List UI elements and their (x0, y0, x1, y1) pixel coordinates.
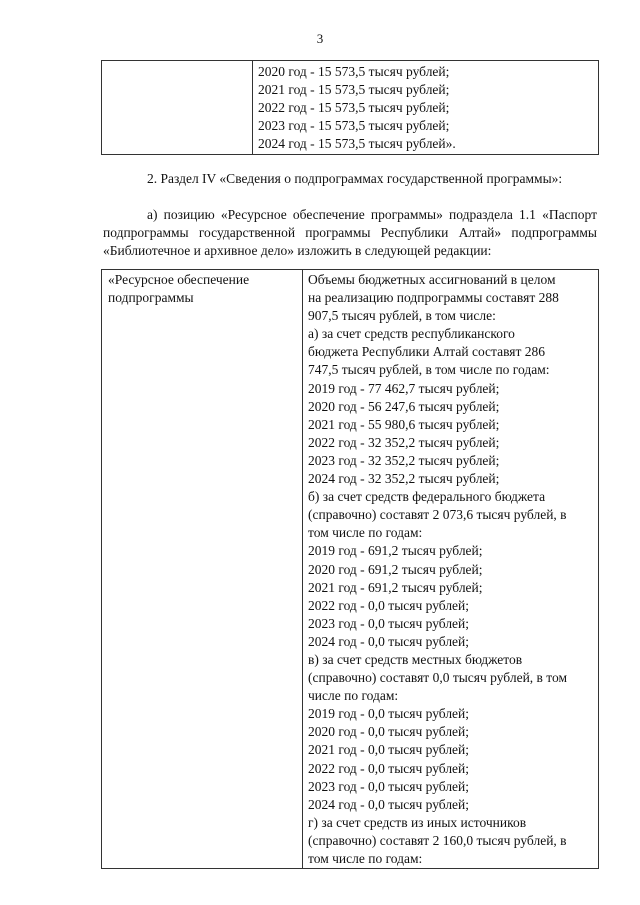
detail-line: в) за счет средств местных бюджетов (308, 651, 523, 667)
detail-line: 2019 год - 691,2 тысяч рублей; (308, 543, 483, 559)
resource-label-cell (102, 270, 303, 869)
detail-line: б) за счет средств федерального бюджета (308, 489, 546, 505)
paragraph-section-iv: 2. Раздел IV «Сведения о подпрограммах государственной программы»: (147, 171, 563, 186)
empty-label-cell (102, 61, 253, 155)
detail-line: 2021 год - 691,2 тысяч рублей; (308, 579, 483, 595)
detail-line: 2019 год - 77 462,7 тысяч рублей; (308, 380, 500, 396)
detail-line: 2024 год - 32 352,2 тысяч рублей; (308, 471, 500, 487)
detail-line: (справочно) составят 2 160,0 тысяч рублей, в (308, 832, 567, 848)
resource-detail-cell (303, 270, 599, 869)
detail-line: на реализацию подпрограммы составят 288 (308, 290, 559, 306)
table-row (102, 61, 599, 155)
detail-line: том числе по годам: (308, 525, 423, 541)
detail-line: 2024 год - 0,0 тысяч рублей; (308, 796, 470, 812)
detail-line: 2023 год - 0,0 тысяч рублей; (308, 778, 470, 794)
detail-line: том числе по годам: (308, 851, 423, 866)
year-line: 2023 год - 15 573,5 тысяч рублей; (258, 118, 450, 133)
detail-line: 2023 год - 0,0 тысяч рублей; (308, 615, 470, 631)
detail-line: 2020 год - 56 247,6 тысяч рублей; (308, 398, 500, 414)
year-line: 2020 год - 15 573,5 тысяч рублей; (258, 64, 450, 79)
detail-line: 2022 год - 0,0 тысяч рублей; (308, 597, 470, 613)
resource-detail-lines (308, 271, 593, 868)
detail-line: 2019 год - 0,0 тысяч рублей; (308, 706, 470, 722)
detail-line: 2023 год - 32 352,2 тысяч рублей; (308, 452, 500, 468)
detail-line: г) за счет средств из иных источников (308, 814, 527, 830)
detail-line: 747,5 тысяч рублей, в том числе по годам: (308, 362, 550, 378)
continuation-table (101, 60, 599, 155)
year-line: 2024 год - 15 573,5 тысяч рублей». (258, 136, 456, 151)
year-line: 2021 год - 15 573,5 тысяч рублей; (258, 82, 450, 97)
detail-line: (справочно) составят 0,0 тысяч рублей, в том (308, 670, 568, 686)
detail-line: 2022 год - 32 352,2 тысяч рублей; (308, 434, 500, 450)
detail-line: 2020 год - 691,2 тысяч рублей; (308, 561, 483, 577)
year-line: 2022 год - 15 573,5 тысяч рублей; (258, 100, 450, 115)
resource-label: «Ресурсное обеспечение подпрограммы (108, 272, 250, 305)
detail-line: 2022 год - 0,0 тысяч рублей; (308, 760, 470, 776)
funding-years-cell (253, 61, 599, 155)
detail-line: 2021 год - 0,0 тысяч рублей; (308, 742, 470, 758)
detail-line: а) за счет средств республиканского (308, 326, 515, 342)
detail-line: числе по годам: (308, 688, 399, 704)
detail-line: бюджета Республики Алтай составят 286 (308, 344, 546, 360)
paragraph-position-a: а) позицию «Ресурсное обеспечение программы» подраздела 1.1 «Паспорт подпрограммы государственной программы Республики Алтай» подпрограммы «Библиотечное и архивное дело» изложить в следующей редакции: (103, 207, 597, 258)
detail-line: 2020 год - 0,0 тысяч рублей; (308, 724, 470, 740)
table-row (102, 270, 599, 869)
resource-table (101, 269, 599, 869)
detail-line: 2024 год - 0,0 тысяч рублей; (308, 633, 470, 649)
detail-line: 907,5 тысяч рублей, в том числе: (308, 308, 496, 324)
detail-line: (справочно) составят 2 073,6 тысяч рублей, в (308, 507, 567, 523)
page-number: 3 (316, 31, 324, 46)
detail-line: 2021 год - 55 980,6 тысяч рублей; (308, 416, 500, 432)
detail-line: Объемы бюджетных ассигнований в целом (308, 272, 556, 287)
